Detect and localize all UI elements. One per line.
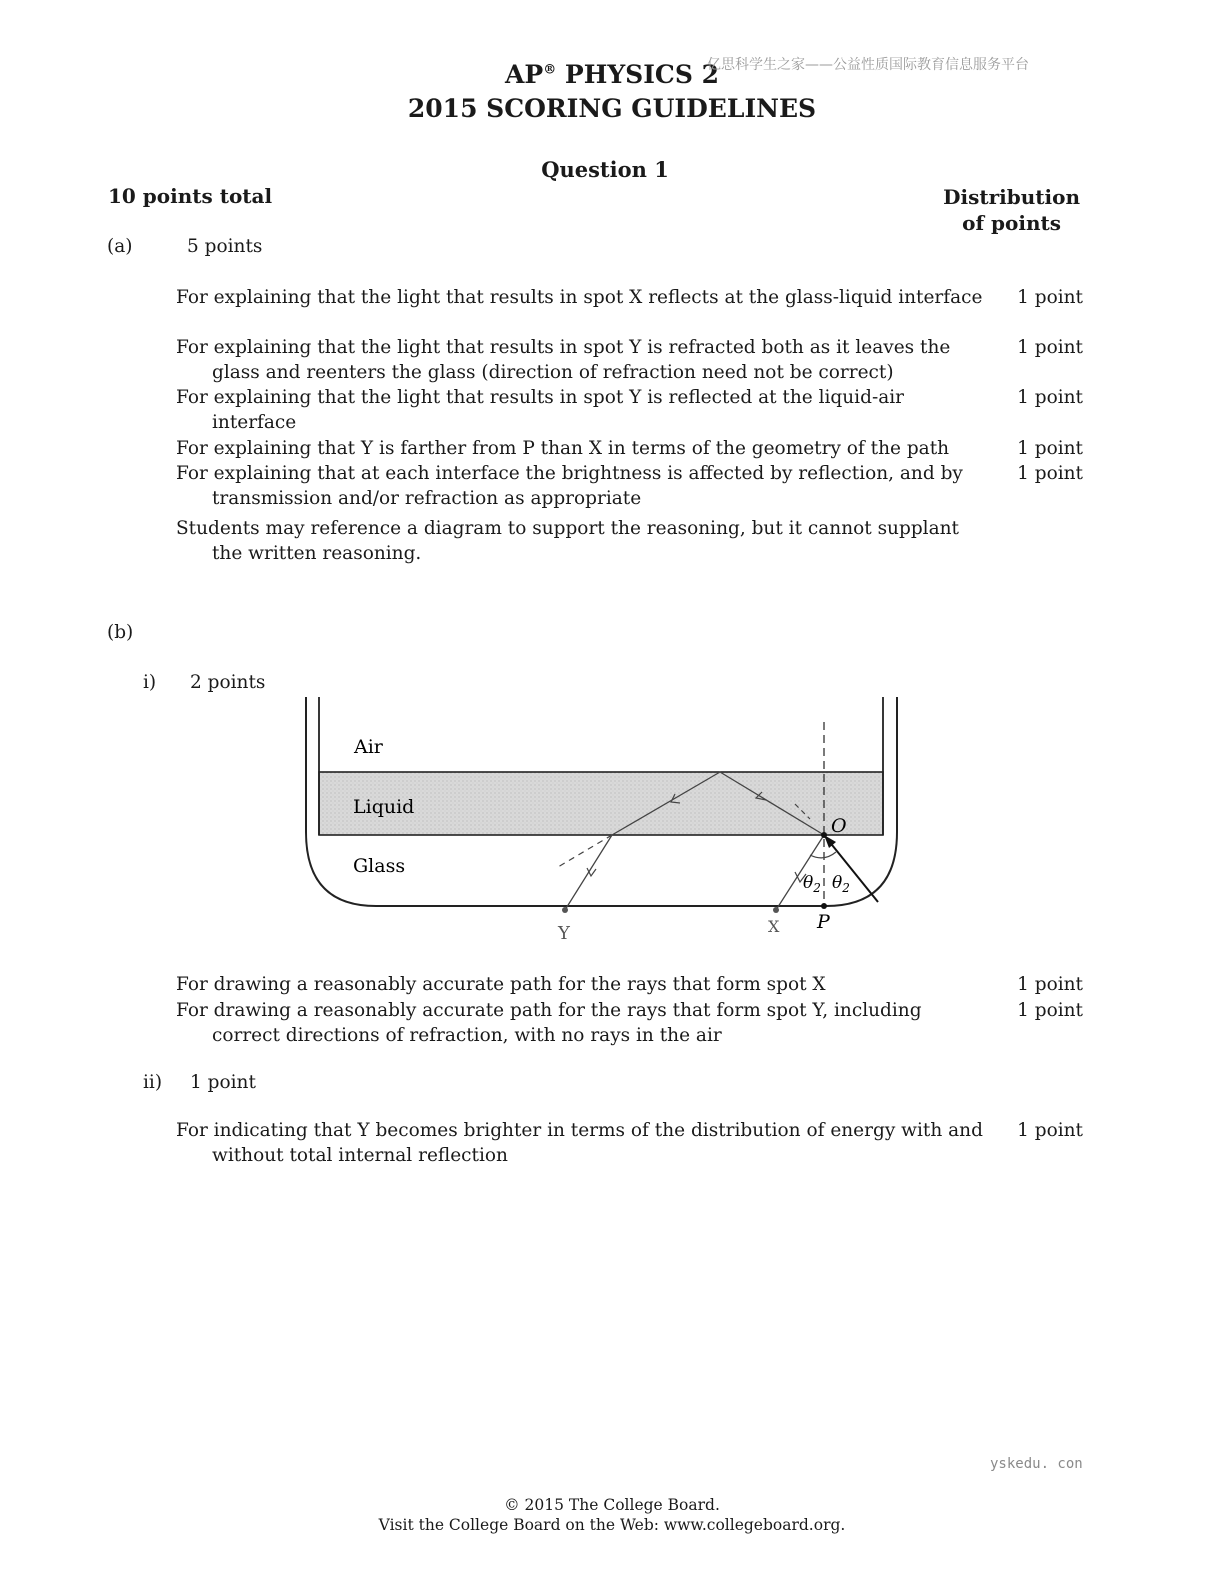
question-title: Question 1 bbox=[541, 157, 669, 182]
title-ap: AP bbox=[505, 60, 544, 89]
distribution-line2: of points bbox=[962, 211, 1062, 235]
label-theta-right: $\theta_2$ bbox=[832, 873, 850, 895]
part-b-ii-points: 1 point bbox=[190, 1072, 256, 1093]
point-p bbox=[821, 903, 827, 909]
part-a-item-1: For explaining that the light that results in spot X reflects at the glass-liquid interface bbox=[176, 287, 983, 308]
part-b-ii-item-1-points: 1 point bbox=[1017, 1120, 1083, 1141]
label-glass: Glass bbox=[353, 855, 406, 877]
distribution-header bbox=[943, 184, 1080, 236]
part-a-item-3-points: 1 point bbox=[1017, 387, 1083, 408]
points-total: 10 points total bbox=[108, 184, 273, 208]
part-a-item-2: For explaining that the light that results in spot Y is refracted both as it leaves the glass and reenters the glass (direction of refraction need not be correct) bbox=[176, 337, 951, 383]
label-p: P bbox=[817, 911, 830, 933]
spot-x bbox=[773, 907, 779, 913]
part-a-item-1-points: 1 point bbox=[1017, 287, 1083, 308]
part-b-ii-item-1: For indicating that Y becomes brighter in terms of the distribution of energy with and without total internal reflection bbox=[176, 1120, 983, 1166]
page-subtitle: 2015 SCORING GUIDELINES bbox=[407, 94, 817, 123]
label-x: X bbox=[768, 917, 780, 936]
part-a-item-5-points: 1 point bbox=[1017, 463, 1083, 484]
label-o: O bbox=[831, 815, 847, 837]
part-a-note: Students may reference a diagram to support the reasoning, but it cannot supplant the written reasoning. bbox=[176, 518, 959, 564]
part-a-item-3: For explaining that the light that results in spot Y is reflected at the liquid-air interface bbox=[176, 387, 904, 433]
part-b-i-item-1: For drawing a reasonably accurate path for the rays that form spot X bbox=[176, 974, 826, 995]
part-b-label: (b) bbox=[107, 622, 134, 643]
part-b-i-item-1-points: 1 point bbox=[1017, 974, 1083, 995]
part-a-item-5: For explaining that at each interface the brightness is affected by reflection, and by transmission and/or refraction as appropriate bbox=[176, 463, 963, 509]
part-b-ii-label: ii) bbox=[143, 1072, 163, 1093]
spot-y bbox=[562, 907, 568, 913]
distribution-line1: Distribution bbox=[943, 185, 1080, 209]
footer-copyright: © 2015 The College Board. bbox=[504, 1496, 720, 1514]
ray-to-x bbox=[776, 835, 824, 910]
part-a-item-2-points: 1 point bbox=[1017, 337, 1083, 358]
label-y: Y bbox=[558, 923, 570, 944]
part-b-i-label: i) bbox=[143, 672, 157, 693]
registered-mark: ® bbox=[543, 62, 557, 78]
label-liquid: Liquid bbox=[353, 796, 415, 818]
footer-visit: Visit the College Board on the Web: www.collegeboard.org. bbox=[378, 1516, 846, 1534]
part-a-points: 5 points bbox=[187, 236, 263, 257]
part-b-i-points: 2 points bbox=[190, 672, 266, 693]
ray-y-arrow bbox=[587, 868, 596, 876]
ray-diagram bbox=[290, 692, 930, 952]
ray-extension-dashed bbox=[558, 835, 612, 867]
part-b-i-item-2: For drawing a reasonably accurate path for the rays that form spot Y, including correct directions of refraction, with no rays in the air bbox=[176, 1000, 922, 1046]
part-a-label: (a) bbox=[107, 236, 133, 257]
page-title bbox=[0, 60, 1224, 89]
angle-arc bbox=[810, 852, 836, 858]
part-a-item-4: For explaining that Y is farther from P than X in terms of the geometry of the path bbox=[176, 438, 950, 459]
label-theta-left: $\theta_2$ bbox=[803, 873, 821, 895]
part-b-i-item-2-points: 1 point bbox=[1017, 1000, 1083, 1021]
footer-watermark: yskedu. con bbox=[990, 1456, 1083, 1472]
watermark: 亿思科学生之家——公益性质国际教育信息服务平台 bbox=[707, 57, 1029, 73]
label-air: Air bbox=[354, 736, 383, 758]
point-o bbox=[821, 832, 827, 838]
ray-to-y bbox=[565, 835, 612, 910]
title-physics: PHYSICS 2 bbox=[556, 60, 719, 89]
part-a-item-4-points: 1 point bbox=[1017, 438, 1083, 459]
